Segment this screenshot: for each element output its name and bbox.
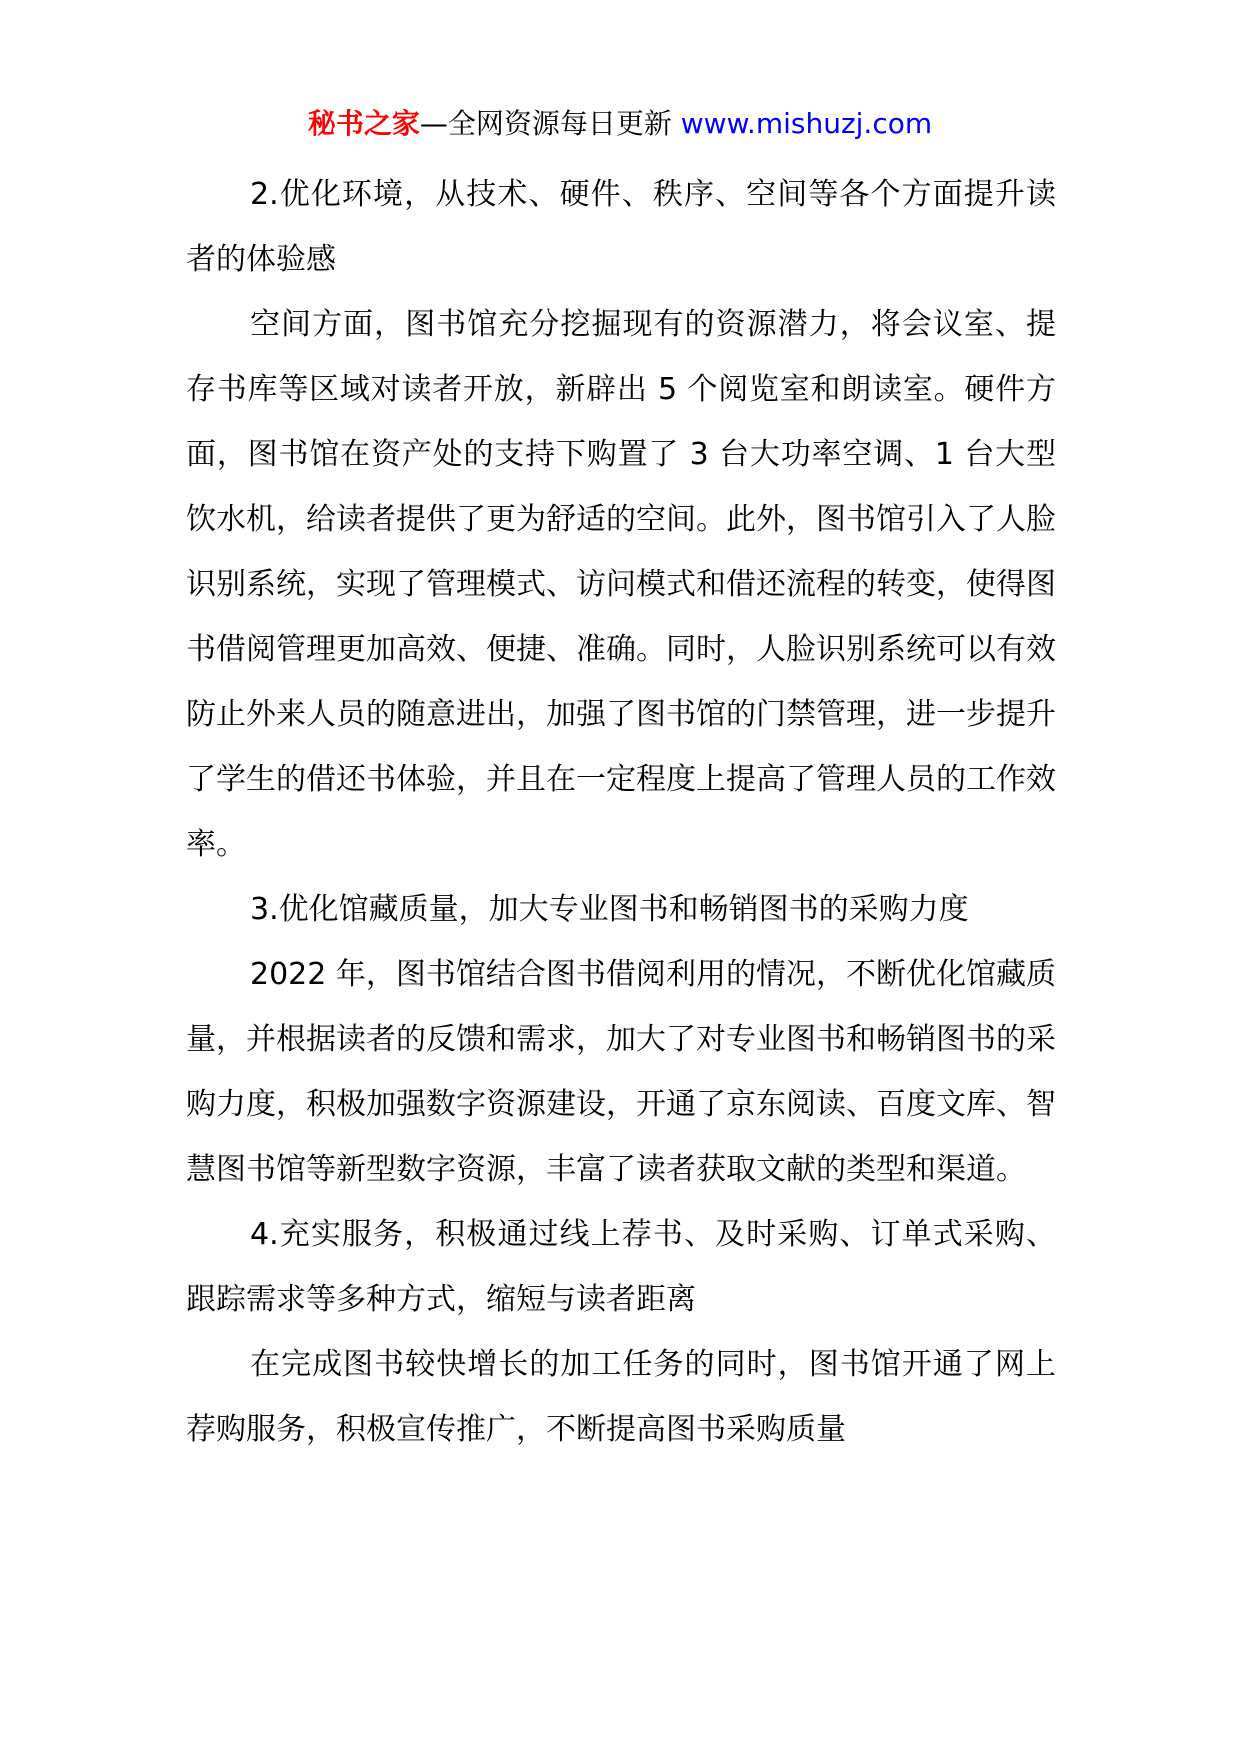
body-paragraph: 在完成图书较快增长的加工任务的同时，图书馆开通了网上荐购服务，积极宣传推广，不断提高图书采购质量 <box>186 1347 1056 1447</box>
header-tagline: —全网资源每日更新 <box>419 107 681 140</box>
brand-name: 秘书之家 <box>307 107 420 140</box>
section-heading-4: 4.充实服务，积极通过线上荐书、及时采购、订单式采购、跟踪需求等多种方式，缩短与读者距离 <box>186 1217 1056 1317</box>
body-paragraph: 空间方面，图书馆充分挖掘现有的资源潜力，将会议室、提存书库等区域对读者开放，新辟出 5 个阅览室和朗读室。硬件方面，图书馆在资产处的支持下购置了 3 台大功率空调、1 台大型饮水机，给读者提供了更为舒适的空间。此外，图书馆引入了人脸识别系统，实现了管理模式、访问模式和借还流程的转变，使得图书借阅管理更加高效、便捷、准确。同时，人脸识别系统可以有效防止外来人员的随意进出，加强了图书馆的门禁管理，进一步提升了学生的借还书体验，并且在一定程度上提高了管理人员的工作效率。 <box>186 307 1056 862</box>
document-body <box>186 162 1056 1462</box>
section-heading-2: 2.优化环境，从技术、硬件、秩序、空间等各个方面提升读者的体验感 <box>186 177 1056 277</box>
body-paragraph: 2022 年，图书馆结合图书借阅利用的情况，不断优化馆藏质量，并根据读者的反馈和需求，加大了对专业图书和畅销图书的采购力度，积极加强数字资源建设，开通了京东阅读、百度文库、智慧图书馆等新型数字资源，丰富了读者获取文献的类型和渠道。 <box>186 957 1056 1187</box>
section-heading-3: 3.优化馆藏质量，加大专业图书和畅销图书的采购力度 <box>250 892 969 927</box>
site-header <box>0 104 1240 144</box>
site-url-link[interactable]: www.mishuzj.com <box>680 107 933 140</box>
